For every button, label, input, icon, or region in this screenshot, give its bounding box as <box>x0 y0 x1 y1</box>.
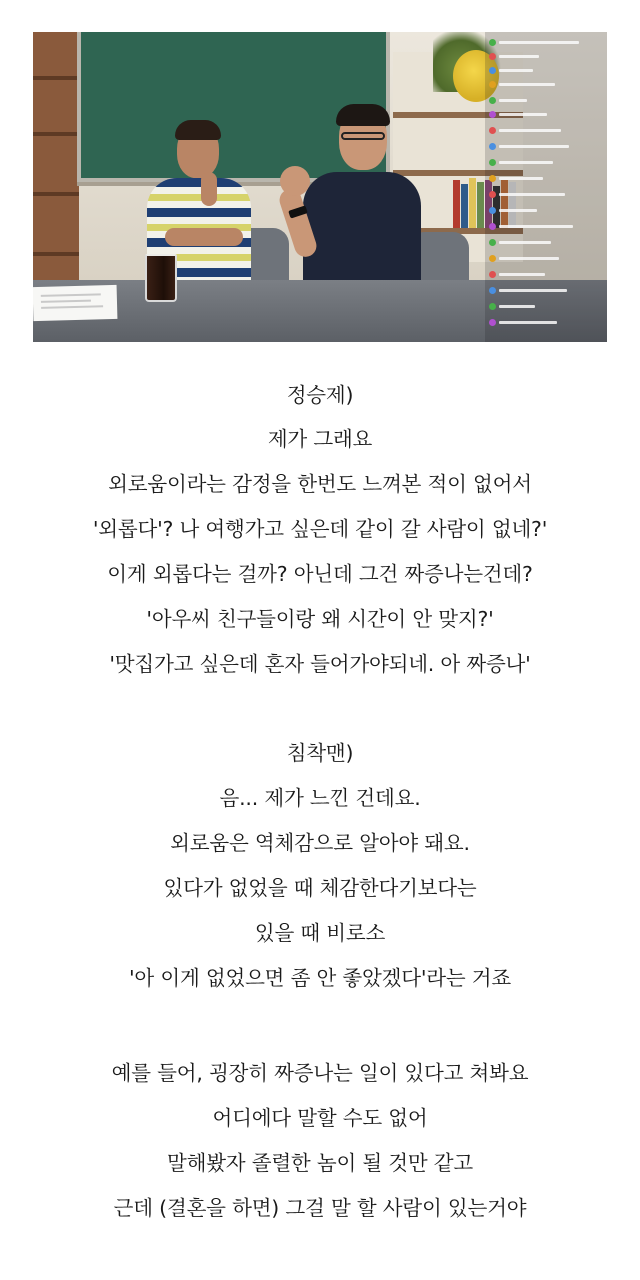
transcript-line: '아 이게 없었으면 좀 안 좋았겠다'라는 거죠 <box>128 966 512 990</box>
transcript-line: 외로움이라는 감정을 한번도 느껴본 적이 없어서 <box>108 472 532 496</box>
person-navy-shirt <box>303 172 421 288</box>
transcript-line: 외로움은 역체감으로 알아야 돼요. <box>170 831 470 855</box>
transcript-line: 근데 (결혼을 하면) 그걸 말 할 사람이 있는거야 <box>113 1196 527 1220</box>
transcript-line: 있다가 없었을 때 체감한다기보다는 <box>163 876 477 900</box>
transcript-line: 예를 들어, 굉장히 짜증나는 일이 있다고 쳐봐요 <box>111 1061 529 1085</box>
person-hair <box>175 120 221 140</box>
transcript-line: 어디에다 말할 수도 없어 <box>212 1106 428 1130</box>
paper-sheet <box>33 285 117 321</box>
speaker-name: 침착맨) <box>286 741 354 765</box>
chin-hand <box>201 172 217 206</box>
live-chat-overlay <box>485 32 607 342</box>
transcript-line: 음... 제가 느낀 건데요. <box>219 786 421 810</box>
fist <box>280 166 310 196</box>
transcript-line: 있을 때 비로소 <box>254 921 386 945</box>
iced-coffee-cup <box>145 254 177 302</box>
transcript-line: 말해봤자 졸렬한 놈이 될 것만 같고 <box>166 1151 474 1175</box>
transcript-line: '외롭다'? 나 여행가고 싶은데 같이 갈 사람이 없네?' <box>92 517 548 541</box>
transcript-line: 이게 외롭다는 걸까? 아닌데 그건 짜증나는건데? <box>107 562 533 586</box>
transcript-line: 제가 그래요 <box>267 427 373 451</box>
speaker-name: 정승제) <box>286 383 354 407</box>
crossed-arm <box>165 228 243 246</box>
glasses-icon <box>341 132 385 140</box>
transcript-line: '아우씨 친구들이랑 왜 시간이 안 맞지?' <box>146 607 494 631</box>
person-hair <box>336 104 390 126</box>
video-screenshot <box>33 32 607 342</box>
transcript-line: '맛집가고 싶은데 혼자 들어가야되네. 아 짜증나' <box>109 652 531 676</box>
left-bookshelf <box>33 32 79 282</box>
